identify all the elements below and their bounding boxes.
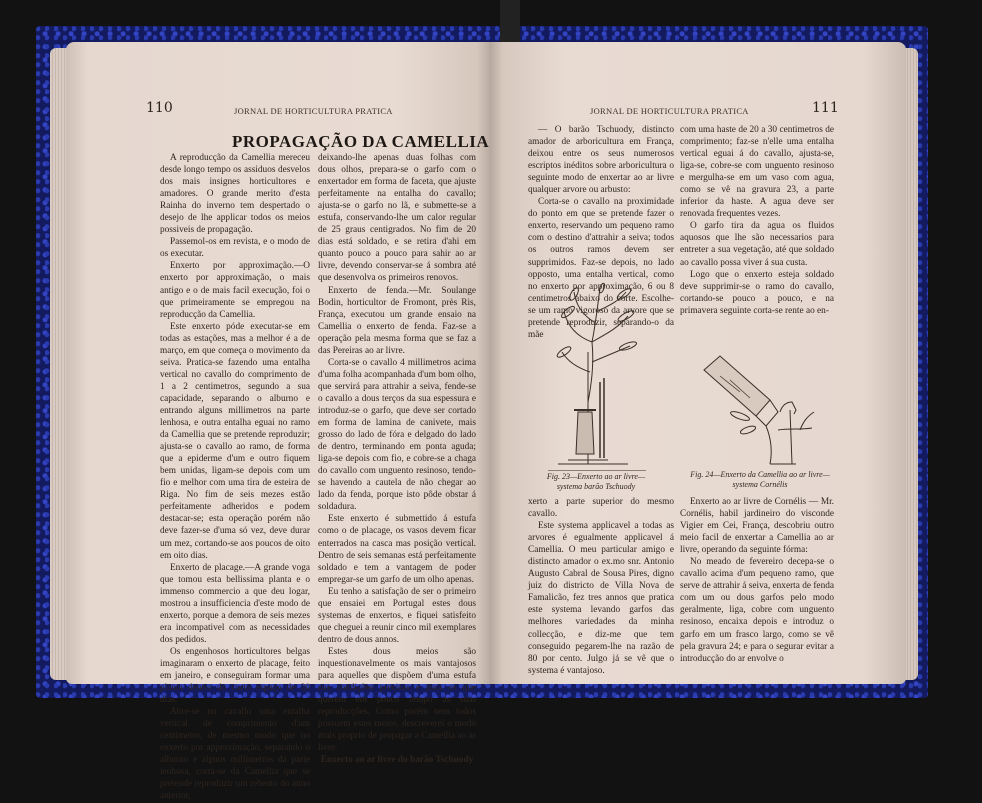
figure-23-caption: Fig. 23—Enxerto ao ar livre— systema barão Tschuody (546, 472, 646, 491)
right-column-2-top (680, 124, 834, 316)
paragraph: Estes dous meios são inquestionavelmente os mais vantajosos para aquelles que dispõem d'uma estufa nas condições precisas e para os que querem em pouco tempo as suas reproducções. Como porém nem todos possuem estes meios, descreverei o modo mais proprio de propagar a Camellia ao ar livre. (318, 646, 476, 754)
paragraph: Este enxerto é submettido á estufa como o de placage, os vasos devem ficar enterrados na casca mas posição vertical. Dentro de seis semanas está perfeitamente soldado e tem a vantagem de poder empregar-se um garfo de um olho apenas. (318, 514, 476, 585)
paragraph: deixando-lhe apenas duas folhas com dous olhos, prepara-se o garfo com o enxertador em forma de faceta, que ajuste perfeitamente na entalha do cavallo; ajusta-se o garfo no lã, e submette-se a estufa, conservando-lhe um calor regular de 25 graus centigrados. No fim de 20 dias está soldado, e se retira d'ahi em quanto pouco a pouco para sahir ao ar livre, devendo conservar-se á sombra até que desenvolva os primeiros renovos. (318, 153, 476, 284)
figure-24-engraving (700, 350, 818, 466)
paragraph: — O barão Tschuody, distincto amador de arboricultura em França, deixou entre os seus numerosos escriptos inéditos sobre arboricultura o seguinte modo de enxertar ao ar livre qualquer arvore ou arbusto: (528, 125, 674, 196)
right-running-head: JORNAL DE HORTICULTURA PRATICA (590, 106, 749, 116)
paragraph: Enxerto ao ar livre do barão Tschuody (320, 755, 474, 766)
paragraph: Enxerto de fenda.—Mr. Soulange Bodin, horticultor de Fromont, près Ris, França, executou um grande ensaio na Camellia o enxerto de fenda. Faz-se a operação pela mesma forma que se faz a das Pereiras ao ar livre. (318, 285, 476, 356)
right-page-number: 111 (812, 100, 839, 116)
figure-23-rule (548, 470, 646, 471)
left-page-number: 110 (146, 100, 173, 116)
paragraph: Os engenhosos horticultores belgas imaginaram o enxerto de placage, feito em janeiro, e conseguiram formar uma planta dentro do curto espaço de 20 dias. (160, 646, 310, 706)
right-column-1-top (528, 124, 674, 340)
paragraph: Enxerto ao ar livre de Cornélis — Mr. Cornélis, habil jardineiro do visconde Vigier em Cei, França, descobriu outro meio facil de enxertar a Camellia ao ar livre, operando da seguinte fórma: (680, 497, 834, 556)
figure-24-caption: Fig. 24—Enxerto da Camellia ao ar livre— systema Cornélis (690, 470, 830, 489)
left-column-2 (318, 152, 476, 766)
paragraph: Eu tenho a satisfação de ser o primeiro que ensaiei em Portugal estes dous systemas de enxertos, e fiquei satisfeito que cheguei a reunir cinco mil exemplares dentro de dous annos. (318, 586, 476, 645)
paragraph: Abre-se no cavallo uma entalha vertical de comprimento d'um centimetro, de mesmo modo que no enxerto por approximação, separando o alburno e alguns millimetros da parte lenhosa, corta-se da Camellia que se pretende reproduzir um rebento do anno anterior, (160, 707, 310, 802)
paragraph: Passemol-os em revista, e o modo de os executar. (160, 237, 310, 260)
paragraph: A reproducção da Camellia mereceu desde longo tempo os assiduos desvelos dos mais insignes horticultores e amadores. O grande merito d'esta Rainha do inverno tem despertado o desejo de lhe applicar todos os meios possiveis de propagação. (160, 153, 310, 236)
paragraph: Logo que o enxerto esteja soldado deve supprimir-se o ramo do cavallo, cortando-se pouco a pouco, e na primavera seguinte corta-se rente ao en- (680, 269, 834, 316)
figure-23-engraving (548, 282, 646, 468)
paragraph: No meado de fevereiro decepa-se o cavallo acima d'um pequeno ramo, que serve de attrahir á seiva, enxerta de fenda com um ou dous garfos pelo modo geralmente, liga, cobre com unguento resinoso, encaixa depois e introduz o garfo em um frasco largo, como se vê pela gravura 24; e para o segurar evitar a introducção do ar envolve o (680, 557, 834, 664)
right-column-2-bottom (680, 496, 834, 664)
paragraph: Corta-se o cavallo 4 millimetros acima d'uma folha acompanhada d'um bom olho, que servirá para attrahir a seiva, fende-se o cavallo a dous terços da sua espessura e introduz-se o garfo, que deve ser cortado em forma de lamina de canivete, mais grosso do lado de fóra e delgado do lado de dentro, terminando em ponta aguda; liga-se depois com fio, e cobre-se a chaga do cavallo com unguento resinoso, tendo-se havendo a cautela de não chegar ao lado da fenda, porque isto pôde obstar á soldadura. (318, 357, 476, 513)
paragraph: Este systema applicavel a todas as arvores é egualmente applicavel á Camellia. O meu particular amigo e distincto amador o ex.mo snr. Antonio Augusto Cabral de Sousa Pires, digno juiz do districto de Villa Nova de Famalicão, fez tres annos que pratica este systema levando garfos das melhores variedades da minha collecção, e diz-me que tem conseguido pegarem-lhe na razão de 80 por cento. Julgo já se vê que o systema é vantajoso. (528, 521, 674, 676)
right-column-1-bottom (528, 496, 674, 676)
left-column-1 (160, 152, 310, 802)
left-running-head: JORNAL DE HORTICULTURA PRATICA (234, 106, 393, 116)
paragraph: O garfo tira da agua os fluidos aquosos que lhe são necessarios para entreter a sua vegetação, até que soldado ao cavallo possa viver á sua custa. (680, 221, 834, 268)
paragraph: com uma haste de 20 a 30 centimetros de comprimento; faz-se n'elle uma entalha vertical eguai á do cavallo, ajusta-se, liga-se, cobre-se com unguento resinoso e mergulha-se em um vaso com agua, como se vê na gravura 23, a parte inferior da haste. A agua deve ser renovada frequentes vezes. (680, 125, 834, 220)
paragraph: xerto a parte superior do mesmo cavallo. (528, 497, 674, 520)
paragraph: Corta-se o cavallo na proximidade do ponto em que se pretende fazer o enxerto, reservando um pequeno ramo com o destino d'attrahir a seiva; todos os outros ramos devem ser supprimidos. Faz-se depois, no lado opposto, uma entalha vertical, como no enxerto por approximação, 6 ou 8 centimetros abaixo do corte. Escolhe-se um ramo vigoroso da arvore que se pretende reproduzir, separando-o da mãe (528, 197, 674, 340)
article-title: PROPAGAÇÃO DA CAMELLIA (232, 132, 490, 151)
paragraph: Enxerto de placage.—A grande voga que tomou esta bellissima planta e o immenso commercio a que deu logar, mostrou a insufficiencia d'este modo de enxerto, porque a demora de seis mezes era incompativel com as necessidades dos pedidos. (160, 562, 310, 645)
spine-gap (500, 0, 520, 48)
paragraph: Enxerto por approximação.—O enxerto por approximação, o mais antigo e o de mais facil execução, foi o que primeiramente se empregou na reproducção da Camellia. (160, 261, 310, 320)
paragraph: Este enxerto póde executar-se em todas as estações, mas a melhor é a de março, em que começa o movimento da seiva. Pratica-se fazendo uma entalha vertical no cavallo do comprimento de 1 a 2 centimetros, segundo a sua capacidade, separando o alburno e entrando alguns millimetros na parte lenhosa, e outra entalha eguai no ramo da Camellia que se pretende reproduzir; ajusta-se o cavallo ao ramo, de forma que a epiderme d'um e outro fiquem bem unidas, ligam-se depois com um fio e melhor com uma tira de esteira de Riga. No fim de seis mezes estão perfeitamente adheridos e podem destacar-se; esta operação porém não deve fazer-se d'uma só vez, deve durar um mez, cortando-se aos poucos de oito em oito dias. (160, 321, 310, 561)
